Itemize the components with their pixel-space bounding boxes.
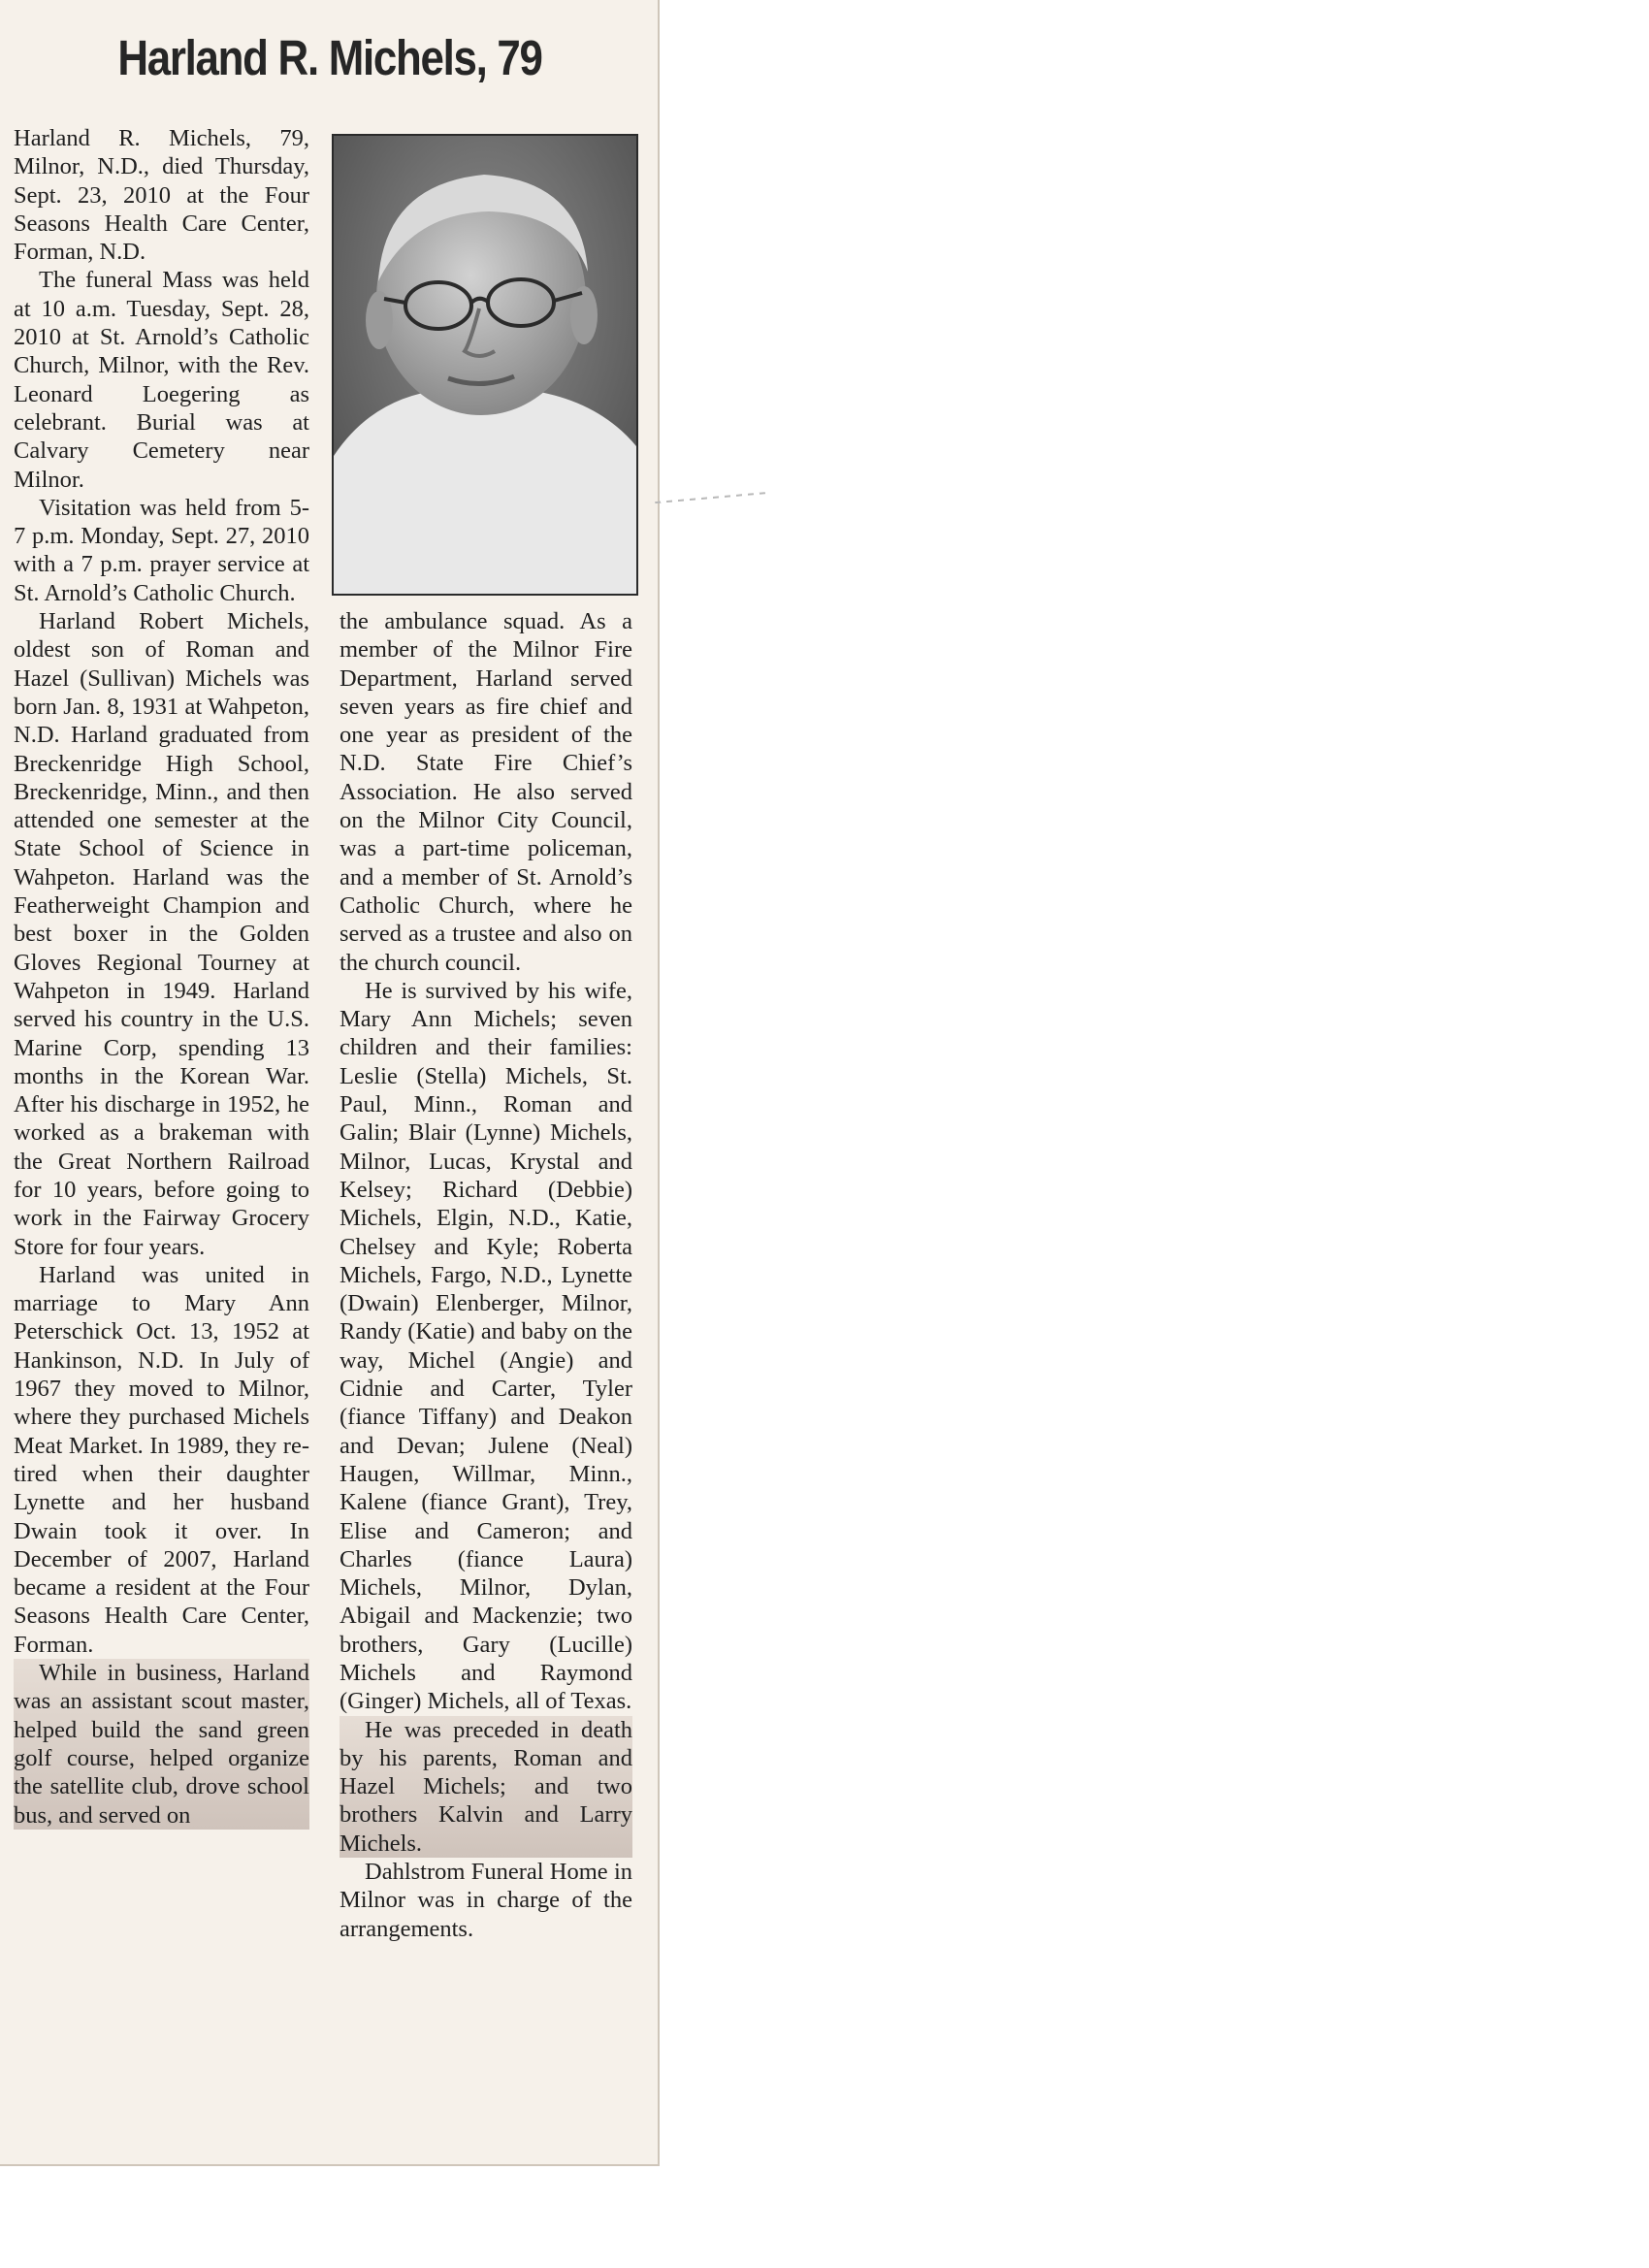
obituary-column-2 <box>340 607 632 1943</box>
paragraph: Dahlstrom Funeral Home in Milnor was in charge of the arrangements. <box>340 1859 632 1942</box>
scan-artifact <box>655 492 769 503</box>
portrait-photo <box>332 134 638 596</box>
obituary-column-1 <box>14 124 309 1830</box>
portrait-photo-icon <box>334 136 636 594</box>
paragraph: the ambulance squad. As a member of the Milnor Fire Department, Harland served seven years as fire chief and one year as president of the N.D. State Fire Chief’s Association. He also served on the Milnor City Council, was a part-time policeman, and a member of St. Arnold’s Catholic Church, where he served as a trustee and also on the church council. <box>340 608 632 976</box>
paragraph: The funeral Mass was held at 10 a.m. Tuesday, Sept. 28, 2010 at St. Arnold’s Catholic Church, Milnor, with the Rev. Leonard Loegering as celebrant. Burial was at Calvary Cemetery near Milnor. <box>14 267 309 493</box>
obituary-headline: Harland R. Michels, 79 <box>117 30 542 85</box>
obituary-clipping <box>0 0 660 2166</box>
paragraph: He was preceded in death by his parents, Roman and Hazel Michels; and two brothers Kalvin and Larry Michels. <box>340 1716 632 1857</box>
paragraph: Harland R. Michels, 79, Milnor, N.D., died Thursday, Sept. 23, 2010 at the Four Seasons Health Care Center, Forman, N.D. <box>14 125 309 266</box>
paragraph: He is survived by his wife, Mary Ann Michels; seven children and their families: Leslie (Stella) Michels, St. Paul, Minn., Roman and Galin; Blair (Lynne) Michels, Milnor, Lucas, Krystal and Kelsey; Richard (Debbie) Michels, Elgin, N.D., Katie, Chelsey and Kyle; Roberta Michels, Fargo, N.D., Lynette (Dwain) Elenberger, Milnor, Randy (Katie) and baby on the way, Michel (Angie) and Cidnie and Carter, Tyler (fiance Tiffany) and Deakon and Devan; Julene (Neal) Haugen, Willmar, Minn., Kalene (fiance Grant), Trey, Elise and Cameron; and Charles (fiance Laura) Michels, Milnor, Dylan, Abigail and Mackenzie; two brothers, Gary (Lucille) Michels and Raymond (Ginger) Michels, all of Texas. <box>340 977 632 1715</box>
paragraph: Visitation was held from 5-7 p.m. Monday, Sept. 27, 2010 with a 7 p.m. prayer service at St. Arnold’s Catholic Church. <box>14 494 309 606</box>
paragraph: Harland Robert Michels, oldest son of Roman and Hazel (Sullivan) Michels was born Jan. 8, 1931 at Wahpeton, N.D. Harland graduated from Breckenridge High School, Breckenridge, Minn., and then attended one semester at the State School of Science in Wahpeton. Harland was the Featherweight Champion and best boxer in the Golden Gloves Regional Tourney at Wahpeton in 1949. Harland served his country in the U.S. Marine Corp, spending 13 months in the Korean War. After his discharge in 1952, he worked as a brakeman with the Great Northern Railroad for 10 years, before going to work in the Fairway Grocery Store for four years. <box>14 608 309 1260</box>
paragraph: While in business, Harland was an assistant scout master, helped build the sand green golf course, helped organize the satellite club, drove school bus, and served on <box>14 1660 309 1829</box>
paragraph: Harland was united in marriage to Mary Ann Peterschick Oct. 13, 1952 at Hankinson, N.D. In July of 1967 they moved to Milnor, where they purchased Michels Meat Market. In 1989, they retired when their daughter Lynette and her husband Dwain took it over. In December of 2007, Harland became a resident at the Four Seasons Health Care Center, Forman. <box>14 1261 309 1658</box>
